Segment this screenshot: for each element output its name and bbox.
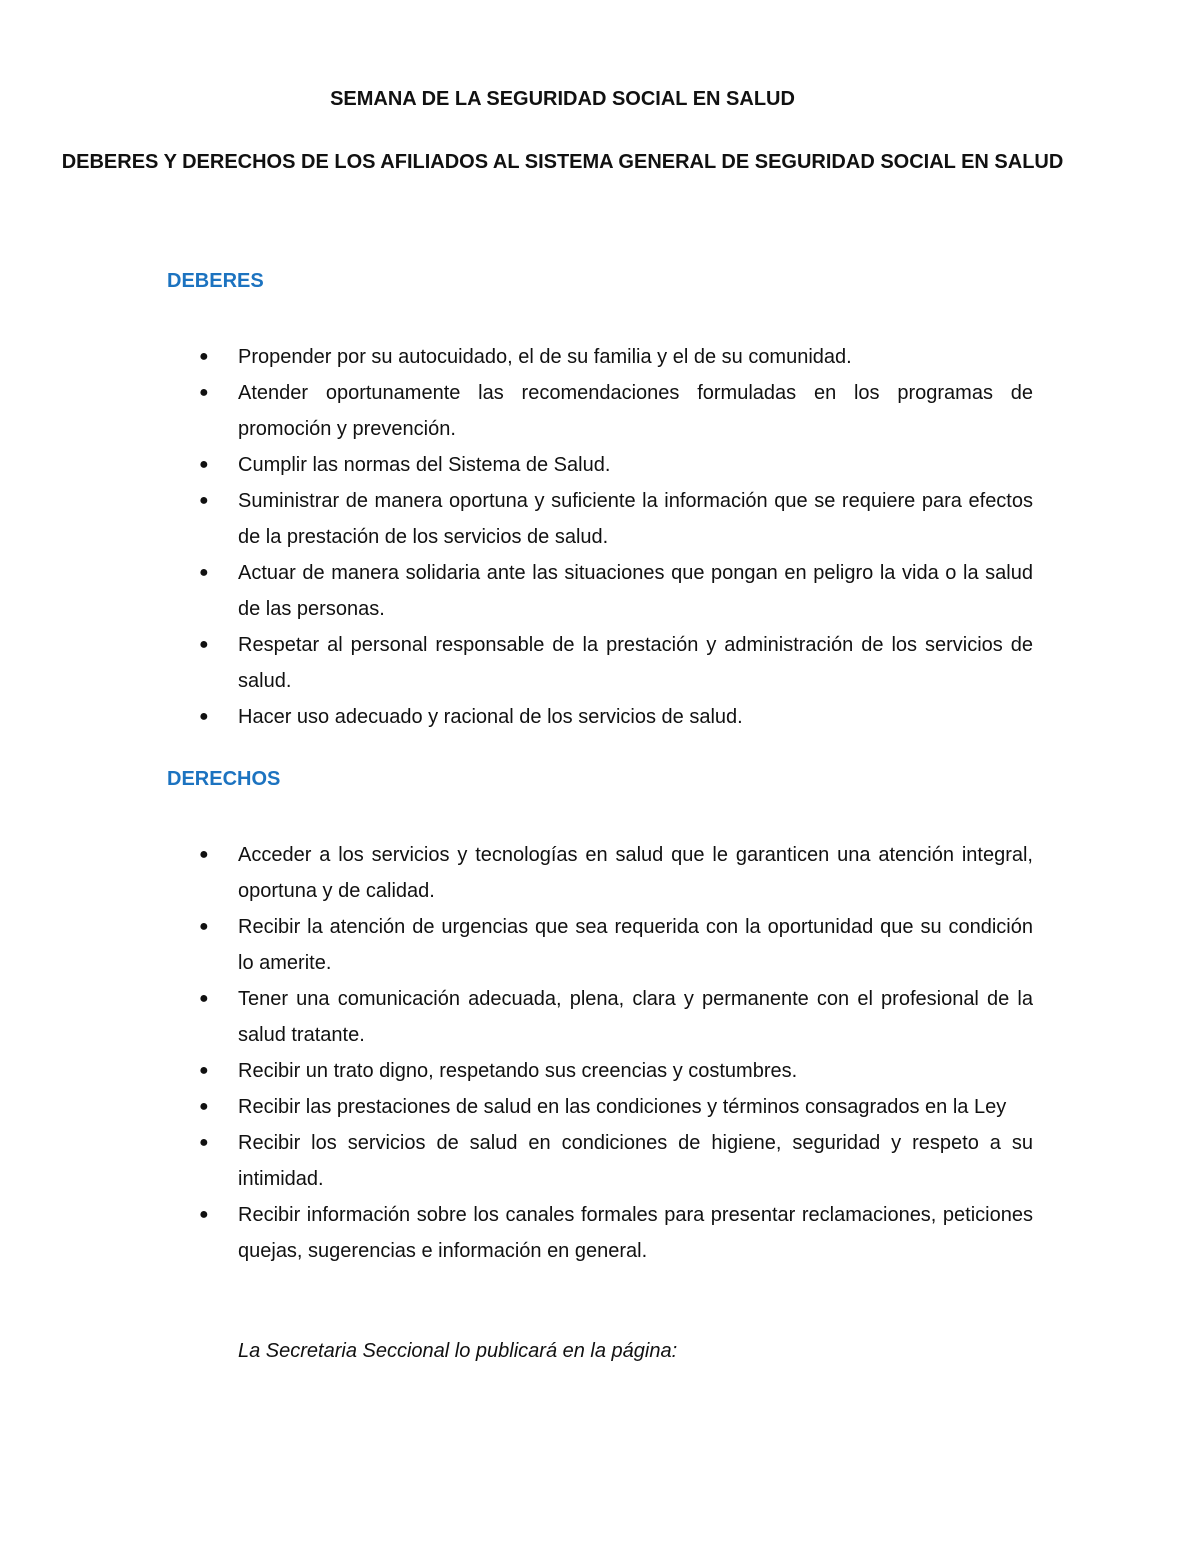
list-item-text: Propender por su autocuidado, el de su familia y el de su comunidad.	[238, 346, 852, 368]
bullet-icon: ●	[199, 1134, 209, 1151]
list-item	[195, 447, 1033, 483]
list-item-text: Tener una comunicación adecuada, plena, clara y permanente con el profesional de la salud tratante.	[238, 988, 1033, 1046]
list-item	[195, 981, 1033, 1053]
list-item-text: Recibir los servicios de salud en condiciones de higiene, seguridad y respeto a su intimidad.	[238, 1132, 1033, 1190]
list-item-text: Acceder a los servicios y tecnologías en salud que le garanticen una atención integral, oportuna y de calidad.	[238, 844, 1033, 902]
list-item-text: Actuar de manera solidaria ante las situaciones que pongan en peligro la vida o la salud de las personas.	[238, 562, 1033, 620]
list-item-text: Recibir información sobre los canales formales para presentar reclamaciones, peticiones quejas, sugerencias e información en general.	[238, 1204, 1033, 1262]
bullet-icon: ●	[199, 1098, 209, 1115]
bullet-icon: ●	[199, 846, 209, 863]
document-title: SEMANA DE LA SEGURIDAD SOCIAL EN SALUD	[330, 88, 795, 110]
list-item	[195, 837, 1033, 909]
list-item	[195, 1089, 1033, 1125]
list-item	[195, 909, 1033, 981]
derechos-list	[195, 837, 1033, 1269]
derechos-heading: DERECHOS	[167, 768, 281, 790]
list-item-text: Suministrar de manera oportuna y suficiente la información que se requiere para efectos de la prestación de los servicios de salud.	[238, 490, 1033, 548]
list-item	[195, 1197, 1033, 1269]
deberes-heading: DEBERES	[167, 270, 264, 292]
bullet-icon: ●	[199, 456, 209, 473]
list-item	[195, 375, 1033, 447]
list-item	[195, 555, 1033, 627]
bullet-icon: ●	[199, 564, 209, 581]
bullet-icon: ●	[199, 1206, 209, 1223]
list-item-text: Atender oportunamente las recomendaciones formuladas en los programas de promoción y prevención.	[238, 382, 1033, 440]
list-item-text: Respetar al personal responsable de la prestación y administración de los servicios de salud.	[238, 634, 1033, 692]
list-item-text: Hacer uso adecuado y racional de los servicios de salud.	[238, 706, 743, 728]
bullet-icon: ●	[199, 1062, 209, 1079]
list-item	[195, 339, 1033, 375]
list-item	[195, 627, 1033, 699]
bullet-icon: ●	[199, 636, 209, 653]
bullet-icon: ●	[199, 348, 209, 365]
bullet-icon: ●	[199, 990, 209, 1007]
document-subtitle: DEBERES Y DERECHOS DE LOS AFILIADOS AL SISTEMA GENERAL DE SEGURIDAD SOCIAL EN SALUD	[61, 151, 1064, 173]
list-item-text: Cumplir las normas del Sistema de Salud.	[238, 454, 611, 476]
list-item	[195, 483, 1033, 555]
list-item-text: Recibir un trato digno, respetando sus creencias y costumbres.	[238, 1060, 798, 1082]
closing-note: La Secretaria Seccional lo publicará en la página:	[238, 1340, 678, 1362]
list-item	[195, 1053, 1033, 1089]
list-item	[195, 1125, 1033, 1197]
bullet-icon: ●	[199, 384, 209, 401]
list-item-text: Recibir las prestaciones de salud en las condiciones y términos consagrados en la Ley	[238, 1096, 1007, 1118]
deberes-list	[195, 339, 1033, 735]
list-item-text: Recibir la atención de urgencias que sea requerida con la oportunidad que su condición lo amerite.	[238, 916, 1033, 974]
list-item	[195, 699, 1033, 735]
bullet-icon: ●	[199, 708, 209, 725]
bullet-icon: ●	[199, 918, 209, 935]
bullet-icon: ●	[199, 492, 209, 509]
